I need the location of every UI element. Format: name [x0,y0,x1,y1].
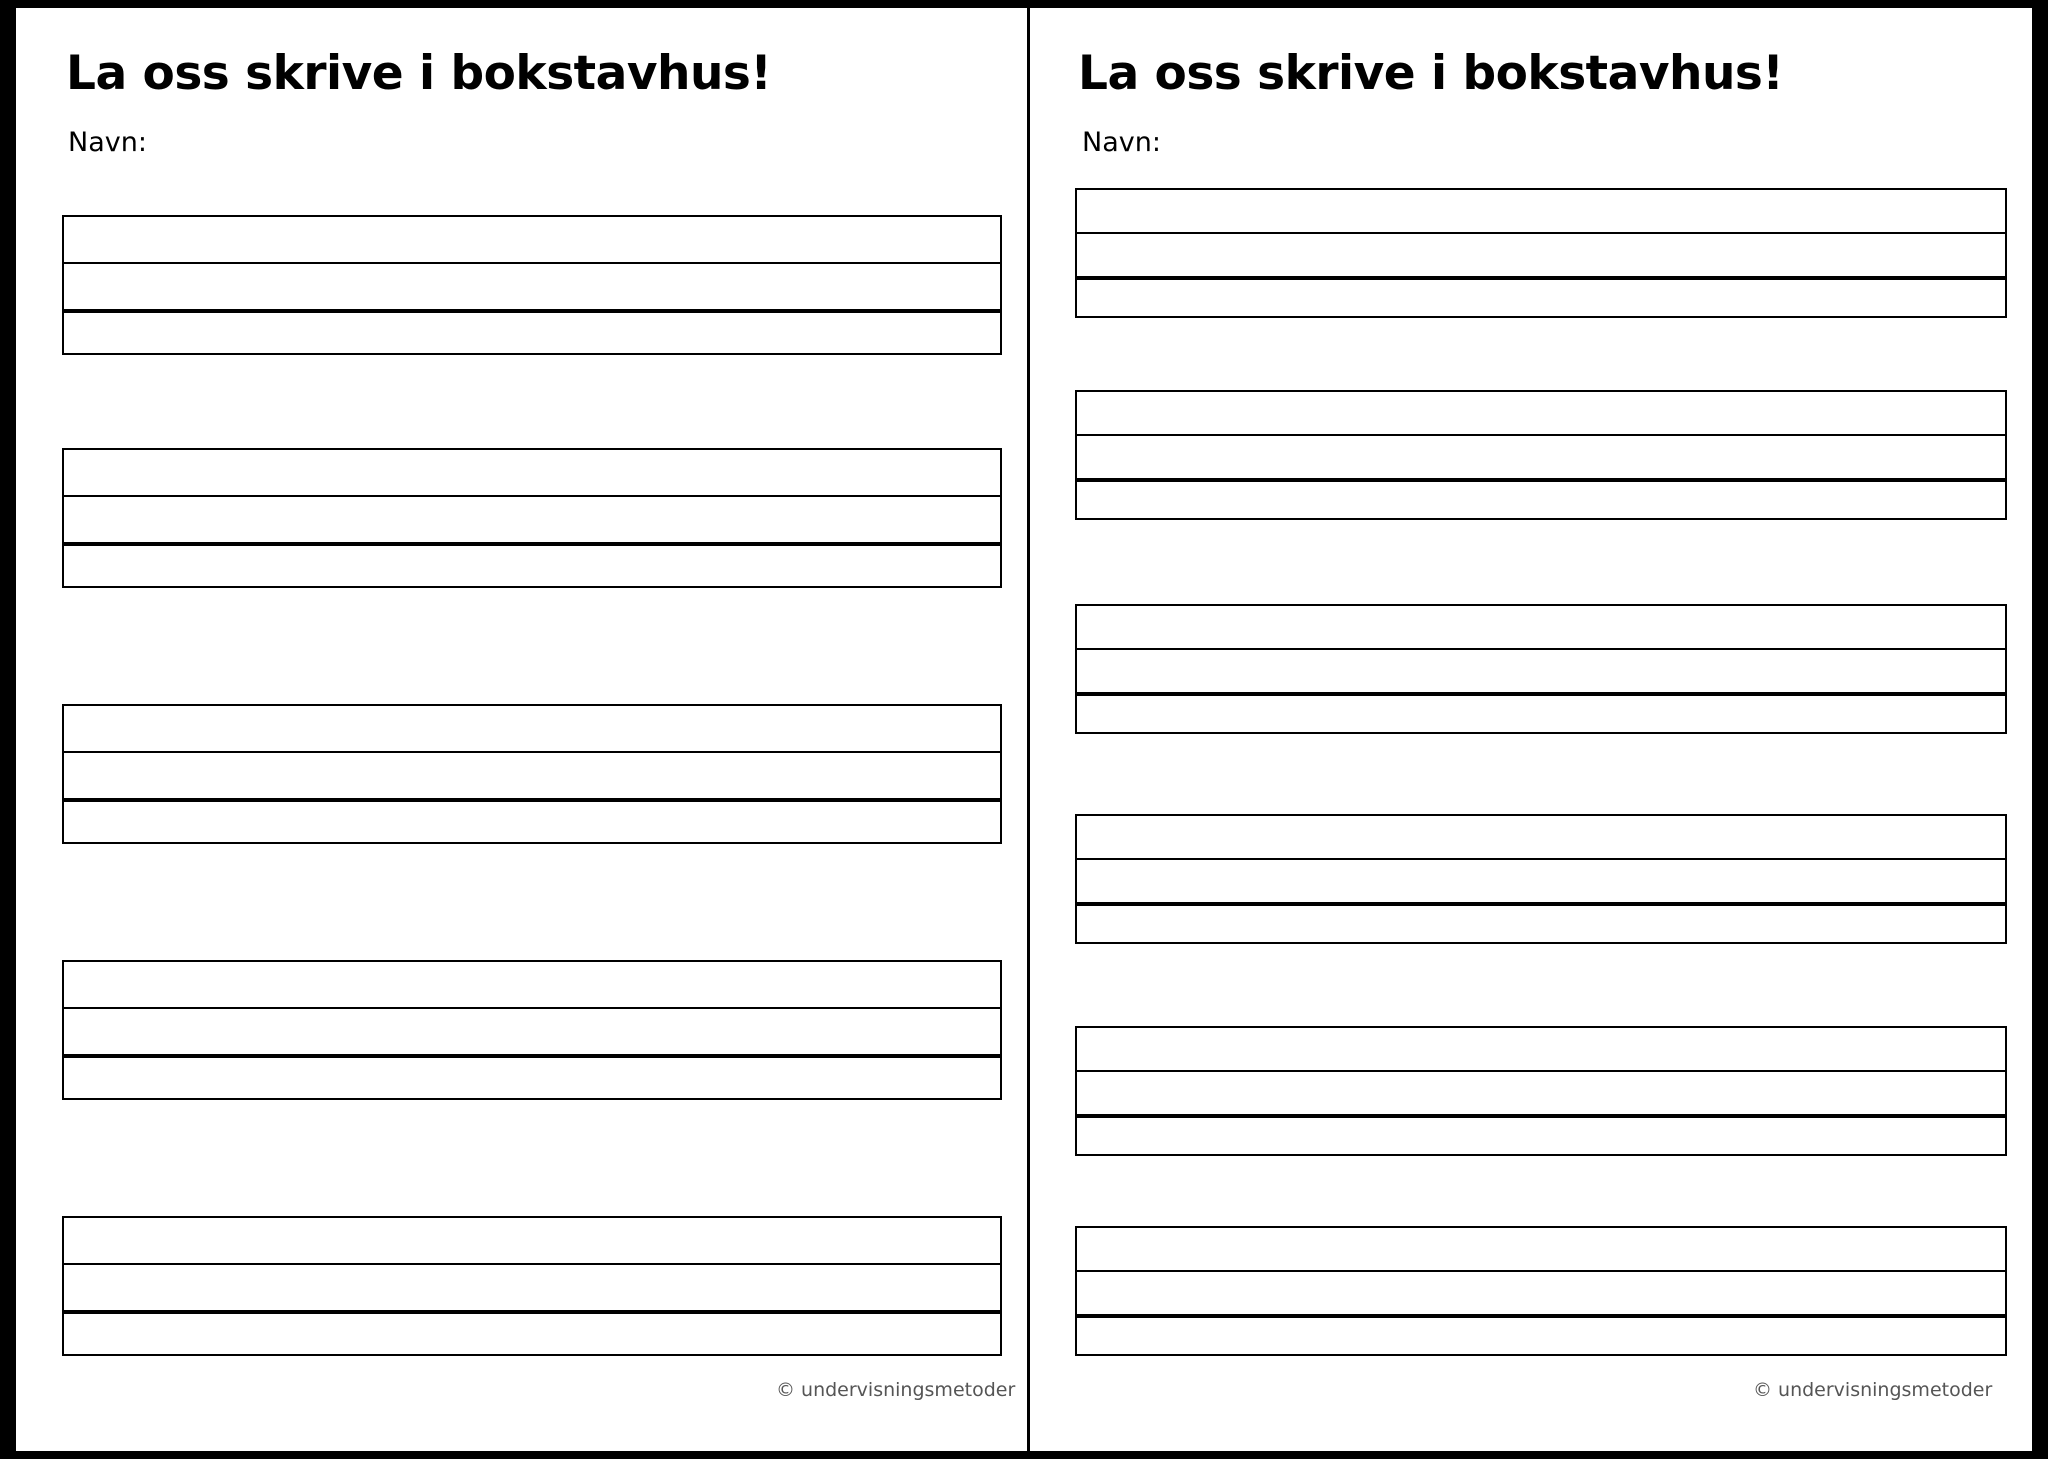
worksheet-sheet [16,8,2032,1451]
writing-line-group[interactable] [1075,390,2007,520]
writing-line-group[interactable] [62,448,1002,588]
writing-line-group[interactable] [62,215,1002,355]
guide-line-baseline [1077,1314,2005,1318]
guide-line-baseline [64,542,1000,546]
writing-line-group[interactable] [62,960,1002,1100]
guide-line-baseline [1077,276,2005,280]
guide-line-upper [1077,1070,2005,1072]
guide-line-upper [1077,232,2005,234]
writing-line-group[interactable] [62,704,1002,844]
worksheet-page-left [16,8,1030,1451]
writing-line-group[interactable] [1075,188,2007,318]
name-label-right: Navn: [1082,127,1161,158]
writing-line-group[interactable] [1075,1226,2007,1356]
guide-line-upper [64,1007,1000,1009]
guide-line-upper [64,495,1000,497]
guide-line-upper [1077,648,2005,650]
writing-line-group[interactable] [1075,814,2007,944]
guide-line-upper [1077,858,2005,860]
guide-line-baseline [64,798,1000,802]
guide-line-upper [64,751,1000,753]
footer-credit-left: © undervisningsmetoder [776,1379,1016,1401]
guide-line-baseline [64,1310,1000,1314]
guide-line-baseline [64,309,1000,313]
guide-line-baseline [1077,902,2005,906]
guide-line-upper [64,262,1000,264]
page-title-left: La oss skrive i bokstavhus! [66,46,772,101]
guide-line-baseline [1077,1114,2005,1118]
guide-line-upper [64,1263,1000,1265]
guide-line-baseline [1077,478,2005,482]
writing-line-group[interactable] [1075,1026,2007,1156]
name-label-left: Navn: [68,127,147,158]
footer-credit-right: © undervisningsmetoder [1753,1379,1993,1401]
guide-line-baseline [1077,692,2005,696]
guide-line-upper [1077,434,2005,436]
guide-line-upper [1077,1270,2005,1272]
guide-line-baseline [64,1054,1000,1058]
page-title-right: La oss skrive i bokstavhus! [1078,46,1784,101]
writing-line-group[interactable] [62,1216,1002,1356]
writing-line-group[interactable] [1075,604,2007,734]
